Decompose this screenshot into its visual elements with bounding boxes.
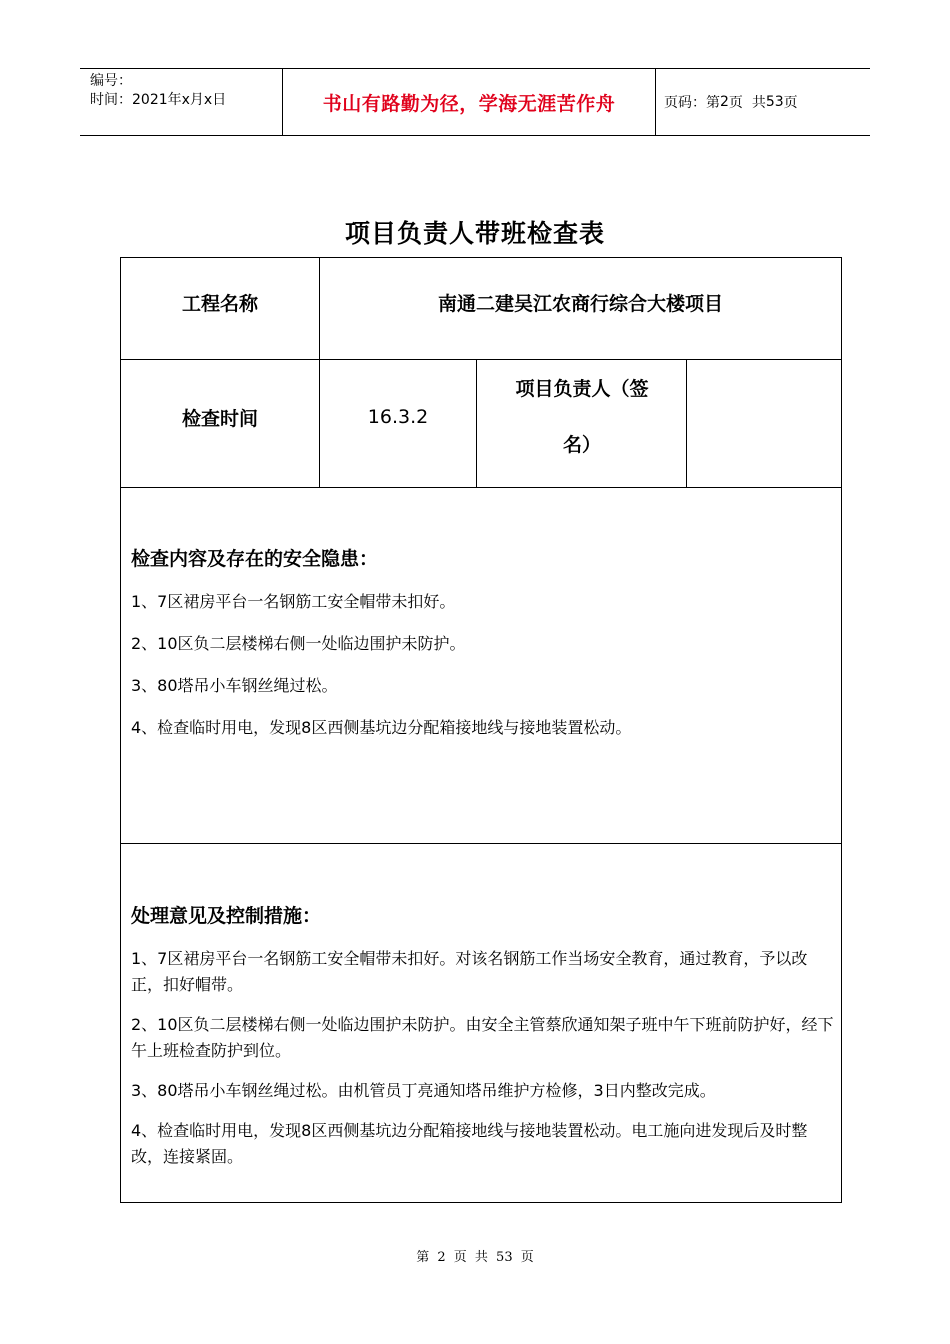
table-row-divider — [121, 843, 841, 844]
table-row-divider — [121, 487, 841, 488]
measures-heading: 处理意见及控制措施： — [131, 905, 322, 927]
inspection-item: 3、80塔吊小车钢丝绳过松。 — [131, 676, 338, 695]
page-current: 2 — [720, 94, 729, 110]
check-time-label: 检查时间 — [181, 407, 258, 430]
date-label: 时间：2021年x月x日 — [90, 92, 227, 108]
measures-section — [131, 901, 836, 1184]
signer-label — [478, 361, 686, 487]
page-suffix: 页 — [783, 95, 798, 111]
inspection-table — [120, 257, 842, 1203]
inspection-item: 1、7区裙房平台一名钢筋工安全帽带未扣好。 — [131, 592, 456, 611]
page-middle: 页 共 — [728, 95, 766, 111]
measure-item: 1、7区裙房平台一名钢筋工安全帽带未扣好。对该名钢筋工作当场安全教育，通过教育，予以改正，扣好帽带。 — [131, 949, 808, 994]
signature-field[interactable] — [687, 360, 841, 487]
measure-item: 4、检查临时用电，发现8区西侧基坑边分配箱接地线与接地装置松动。电工施向进发现后及时整改，连接紧固。 — [131, 1121, 808, 1166]
page-total: 53 — [765, 94, 784, 110]
table-col-divider — [476, 359, 477, 487]
measure-item: 3、80塔吊小车钢丝绳过松。由机管员丁亮通知塔吊维护方检修，3日内整改完成。 — [131, 1081, 716, 1100]
project-name-label: 工程名称 — [181, 292, 258, 315]
inspection-item: 4、检查临时用电，发现8区西侧基坑边分配箱接地线与接地装置松动。 — [131, 718, 632, 737]
inspection-section — [131, 544, 836, 757]
page-label: 页码：第 — [664, 95, 720, 111]
measure-item: 2、10区负二层楼梯右侧一处临边围护未防护。由安全主管蔡欣通知架子班中午下班前防护好，经下午上班检查防护到位。 — [131, 1015, 834, 1060]
signer-label-line2: 名） — [562, 434, 601, 456]
header-motto: 书山有路勤为径，学海无涯苦作舟 — [322, 92, 616, 115]
inspection-heading: 检查内容及存在的安全隐患： — [131, 548, 379, 570]
header-meta — [90, 72, 226, 110]
document-header — [80, 68, 870, 136]
project-name-value: 南通二建吴江农商行综合大楼项目 — [437, 292, 723, 315]
page-title: 项目负责人带班检查表 — [344, 219, 605, 248]
signer-label-line1: 项目负责人（签 — [515, 378, 649, 400]
header-page-info — [664, 69, 798, 135]
check-time-value: 16.3.2 — [367, 406, 429, 428]
header-divider — [655, 69, 656, 135]
serial-number-label: 编号： — [90, 73, 132, 89]
inspection-item: 2、10区负二层楼梯右侧一处临边围护未防护。 — [131, 634, 466, 653]
page-footer: 第 2 页 共 53 页 — [416, 1250, 534, 1265]
